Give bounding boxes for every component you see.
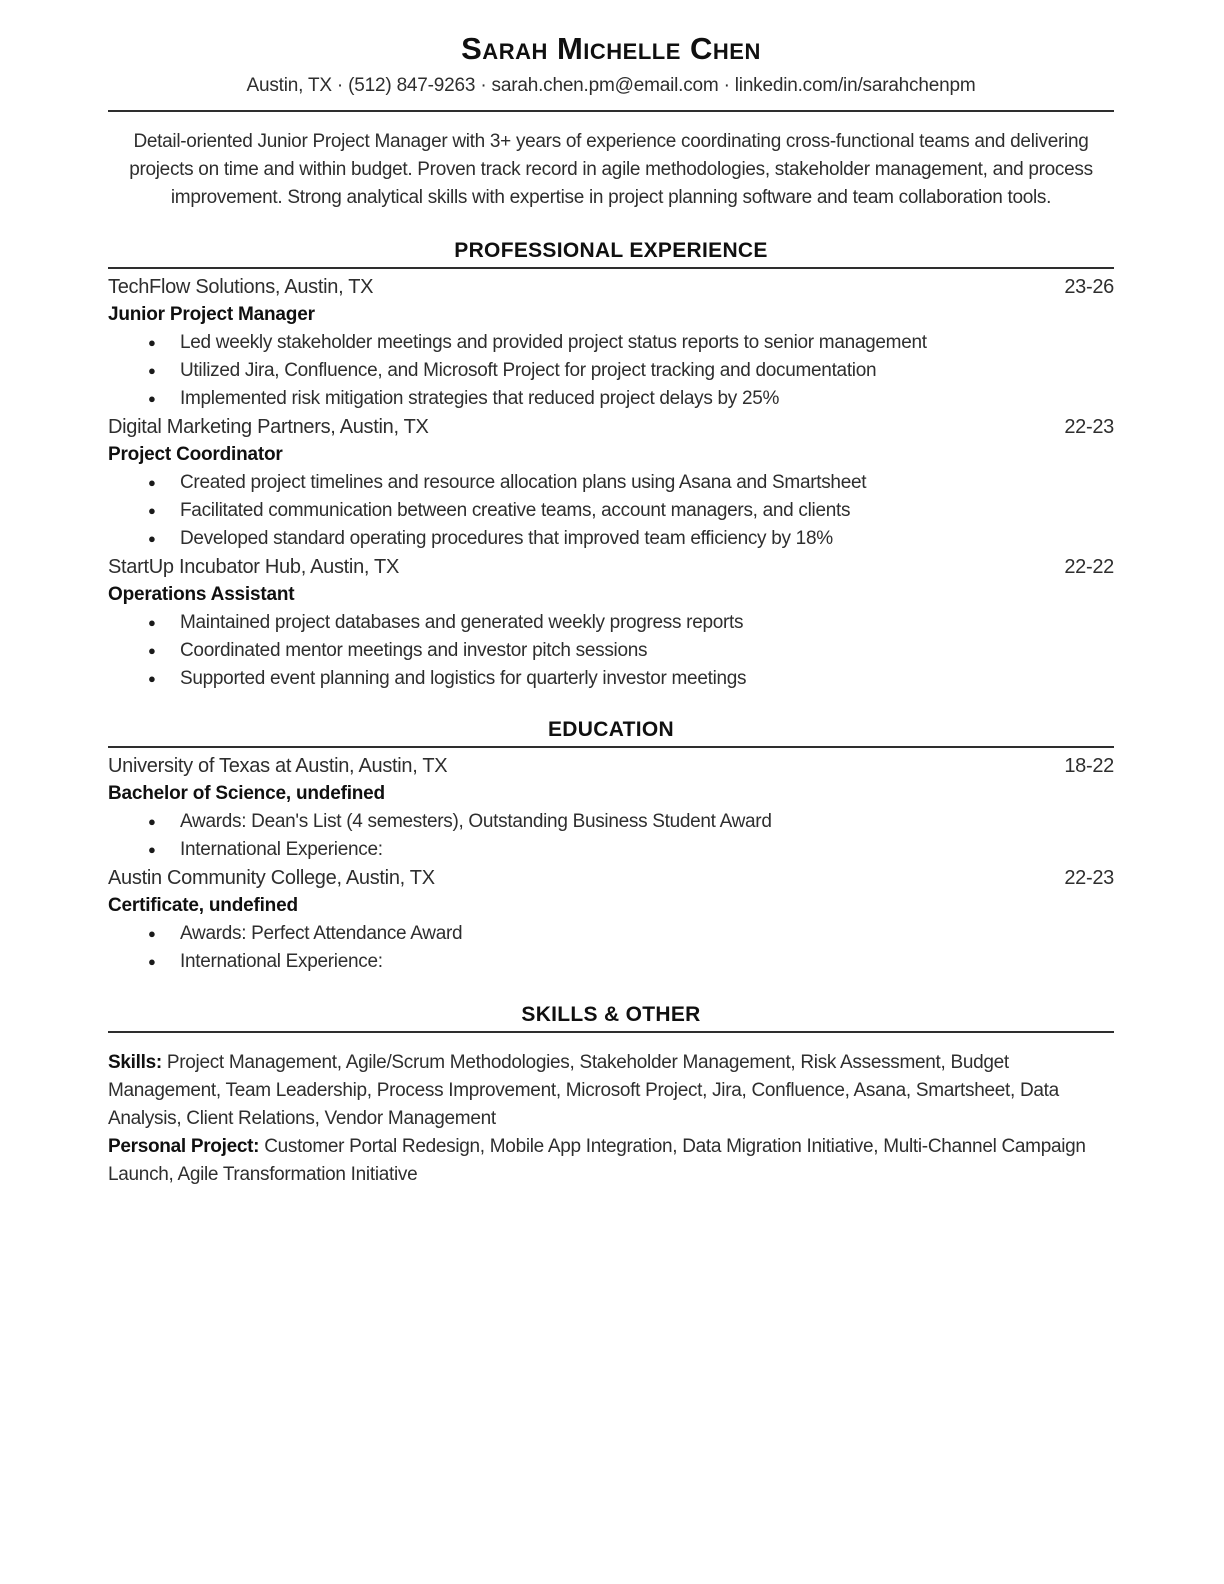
bullet-icon: ● (148, 926, 156, 941)
summary-paragraph: Detail-oriented Junior Project Manager with 3+ years of experience coordinating cross-functional teams and delivering projects on time and within budget. Proven track record in agile methodologies, stakeholder management, and process improvement. Strong analytical skills with expertise in project planning software and team collaboration tools. (129, 131, 1093, 208)
education-heading: EDUCATION (548, 718, 674, 741)
skills-heading: SKILLS & OTHER (521, 1003, 701, 1026)
bullet-text: Created project timelines and resource allocation plans using Asana and Smartsheet (180, 472, 867, 493)
bullet-item (108, 497, 1114, 525)
bullet-icon: ● (148, 643, 156, 658)
bullet-list (108, 329, 1114, 413)
bullet-icon: ● (148, 531, 156, 546)
skills-label: Skills: (108, 1052, 162, 1073)
bullet-icon: ● (148, 391, 156, 406)
bullet-icon: ● (148, 615, 156, 630)
skills-text: Project Management, Agile/Scrum Methodologies, Stakeholder Management, Risk Assessment, Budget Management, Team Leadership, Process Improvement, Microsoft Project, Jira, Confluence, Asana, Smartsheet, Data Analysis, Client Relations, Vendor Management (108, 1052, 1059, 1129)
bullet-item (108, 665, 1114, 693)
entry-header (108, 752, 1114, 780)
header-rule (108, 110, 1114, 112)
education-rule (108, 746, 1114, 748)
bullet-item (108, 920, 1114, 948)
bullet-list (108, 609, 1114, 693)
entry-dates: 22-23 (1064, 867, 1114, 889)
skills-paragraph (108, 1049, 1114, 1133)
bullet-text: Awards: Perfect Attendance Award (180, 923, 463, 944)
personal-project-text: Customer Portal Redesign, Mobile App Integration, Data Migration Initiative, Multi-Channel Campaign Launch, Agile Transformation Initiative (108, 1136, 1086, 1185)
bullet-text: Utilized Jira, Confluence, and Microsoft Project for project tracking and documentation (180, 360, 877, 381)
personal-project-paragraph (108, 1133, 1114, 1189)
bullet-item (108, 525, 1114, 553)
person-name: Sarah Michelle Chen (461, 31, 761, 66)
entry-dates: 23-26 (1064, 276, 1114, 298)
section-education (108, 717, 1114, 976)
experience-rule (108, 267, 1114, 269)
education-entry (108, 752, 1114, 864)
experience-heading: PROFESSIONAL EXPERIENCE (454, 239, 768, 262)
bullet-text: Maintained project databases and generated weekly progress reports (180, 612, 744, 633)
bullet-item (108, 609, 1114, 637)
education-entry (108, 864, 1114, 976)
entry-header (108, 553, 1114, 581)
org-name: TechFlow Solutions, Austin, TX (108, 276, 374, 298)
bullet-item (108, 836, 1114, 864)
personal-project-label: Personal Project: (108, 1136, 260, 1157)
role-title: Project Coordinator (108, 444, 283, 465)
bullet-icon: ● (148, 814, 156, 829)
entry-header (108, 273, 1114, 301)
bullet-item (108, 808, 1114, 836)
role-title: Operations Assistant (108, 584, 295, 605)
bullet-text: International Experience: (180, 839, 383, 860)
bullet-item (108, 329, 1114, 357)
experience-entry (108, 413, 1114, 553)
bullet-icon: ● (148, 503, 156, 518)
bullet-text: Led weekly stakeholder meetings and provided project status reports to senior management (180, 332, 927, 353)
school-name: Austin Community College, Austin, TX (108, 867, 435, 889)
bullet-text: Facilitated communication between creative teams, account managers, and clients (180, 500, 851, 521)
bullet-item (108, 357, 1114, 385)
bullet-icon: ● (148, 954, 156, 969)
experience-entry (108, 273, 1114, 413)
bullet-icon: ● (148, 842, 156, 857)
bullet-list (108, 808, 1114, 864)
role-title: Junior Project Manager (108, 304, 315, 325)
entry-dates: 22-22 (1064, 556, 1114, 578)
entry-header (108, 864, 1114, 892)
org-name: StartUp Incubator Hub, Austin, TX (108, 556, 399, 578)
bullet-text: Coordinated mentor meetings and investor pitch sessions (180, 640, 648, 661)
entry-header (108, 413, 1114, 441)
bullet-text: Developed standard operating procedures that improved team efficiency by 18% (180, 528, 833, 549)
resume-header (108, 30, 1114, 112)
section-experience (108, 238, 1114, 693)
contact-line: Austin, TX · (512) 847-9263 · sarah.chen.pm@email.com · linkedin.com/in/sarahchenpm (246, 75, 976, 96)
section-skills (108, 1002, 1114, 1189)
skills-rule (108, 1031, 1114, 1033)
bullet-list (108, 920, 1114, 976)
school-name: University of Texas at Austin, Austin, TX (108, 755, 448, 777)
experience-entry (108, 553, 1114, 693)
org-name: Digital Marketing Partners, Austin, TX (108, 416, 429, 438)
bullet-item (108, 469, 1114, 497)
bullet-text: Awards: Dean's List (4 semesters), Outstanding Business Student Award (180, 811, 772, 832)
bullet-text: Implemented risk mitigation strategies that reduced project delays by 25% (180, 388, 780, 409)
bullet-text: International Experience: (180, 951, 383, 972)
entry-dates: 18-22 (1064, 755, 1114, 777)
skills-body (108, 1049, 1114, 1189)
degree-title: Certificate, undefined (108, 895, 298, 916)
bullet-item (108, 385, 1114, 413)
bullet-item (108, 637, 1114, 665)
bullet-icon: ● (148, 335, 156, 350)
bullet-text: Supported event planning and logistics for quarterly investor meetings (180, 668, 747, 689)
bullet-icon: ● (148, 475, 156, 490)
bullet-icon: ● (148, 671, 156, 686)
entry-dates: 22-23 (1064, 416, 1114, 438)
bullet-item (108, 948, 1114, 976)
bullet-icon: ● (148, 363, 156, 378)
degree-title: Bachelor of Science, undefined (108, 783, 385, 804)
bullet-list (108, 469, 1114, 553)
